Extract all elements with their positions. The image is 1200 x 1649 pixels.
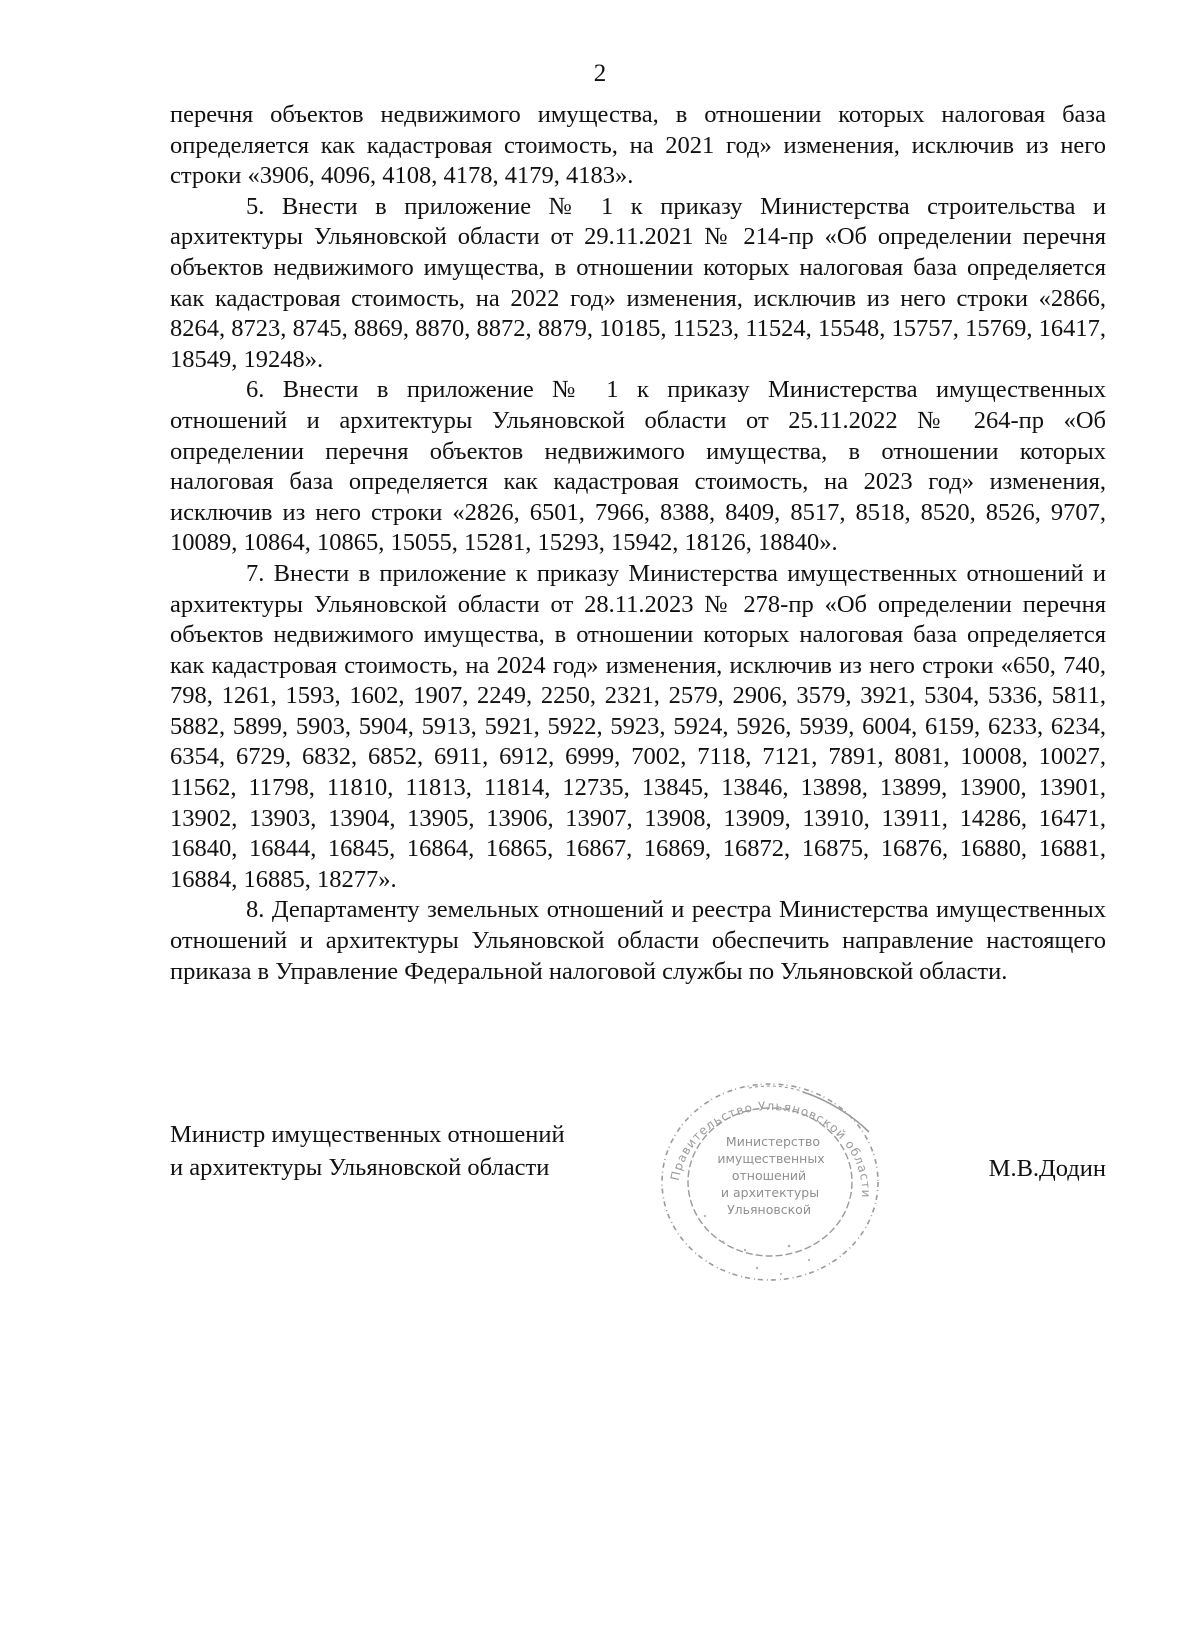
paragraph-item-8: 8. Департаменту земельных отношений и реестра Министерства имущественных отношений и архитектуры Ульяновской области обеспечить направление настоящего приказа в Управление Федеральной налоговой службы по Ульяновской области. [170,896,1106,985]
stamp-line-1: Министерство [725,1134,821,1149]
stamp-ring-text: Правительство Ульяновской области [667,1098,874,1199]
stamp-line-5: Ульяновской [727,1202,811,1217]
stamp-line-2: имущественных [717,1151,825,1166]
signatory-title-line-2: и архитектуры Ульяновской области [170,1154,550,1181]
page-number: 2 [593,60,607,87]
signature-block [170,1098,1106,1268]
official-seal-stamp [653,1074,888,1292]
document-body [170,100,1106,987]
paragraph-item-7: 7. Внести в приложение к приказу Министерства имущественных отношений и архитектуры Ульяновской области от 28.11.2023 № 278-пр «Об определении перечня объектов недвижимого имущества, в отношении которых налоговая база определяется как кадастровая стоимость, на 2024 год» изменения, исключив из него строки «650, 740, 798, 1261, 1593, 1602, 1907, 2249, 2250, 2321, 2579, 2906, 3579, 3921, 5304, 5336, 5811, 5882, 5899, 5903, 5904, 5913, 5921, 5922, 5923, 5924, 5926, 5939, 6004, 6159, 6233, 6234, 6354, 6729, 6832, 6852, 6911, 6912, 6999, 7002, 7118, 7121, 7891, 8081, 10008, 10027, 11562, 11798, 11810, 11813, 11814, 12735, 13845, 13846, 13898, 13899, 13900, 13901, 13902, 13903, 13904, 13905, 13906, 13907, 13908, 13909, 13910, 13911, 14286, 16471, 16840, 16844, 16845, 16864, 16865, 16867, 16869, 16872, 16875, 16876, 16880, 16881, 16884, 16885, 18277». [170,559,1106,893]
stamp-line-4: и архитектуры [720,1185,820,1200]
paragraph-item-4-continuation: перечня объектов недвижимого имущества, в отношении которых налоговая база определяется как кадастровая стоимость, на 2021 год» изменения, исключив из него строки «3906, 4096, 4108, 4178, 4179, 4183». [170,101,1106,190]
paragraph-item-5: 5. Внести в приложение № 1 к приказу Министерства строительства и архитектуры Ульяновской области от 29.11.2021 № 214-пр «Об определении перечня объектов недвижимого имущества, в отношении которых налоговая база определяется как кадастровая стоимость, на 2022 год» изменения, исключив из него строки «2866, 8264, 8723, 8745, 8869, 8870, 8872, 8879, 10185, 11523, 11524, 15548, 15757, 15769, 16417, 18549, 19248». [170,192,1106,373]
signatory-title-line-1: Министр имущественных отношений [170,1121,565,1148]
paragraph-item-6: 6. Внести в приложение № 1 к приказу Министерства имущественных отношений и архитектуры Ульяновской области от 25.11.2022 № 264-пр «Об определении перечня объектов недвижимого имущества, в отношении которых налоговая база определяется как кадастровая стоимость, на 2023 год» изменения, исключив из него строки «2826, 6501, 7966, 8388, 8409, 8517, 8518, 8520, 8526, 9707, 10089, 10864, 10865, 15055, 15281, 15293, 15942, 18126, 18840». [170,376,1106,557]
signatory-name: М.В.Додин [988,1155,1106,1182]
signatory-title [170,1118,565,1184]
stamp-line-3: отношений [731,1168,807,1183]
